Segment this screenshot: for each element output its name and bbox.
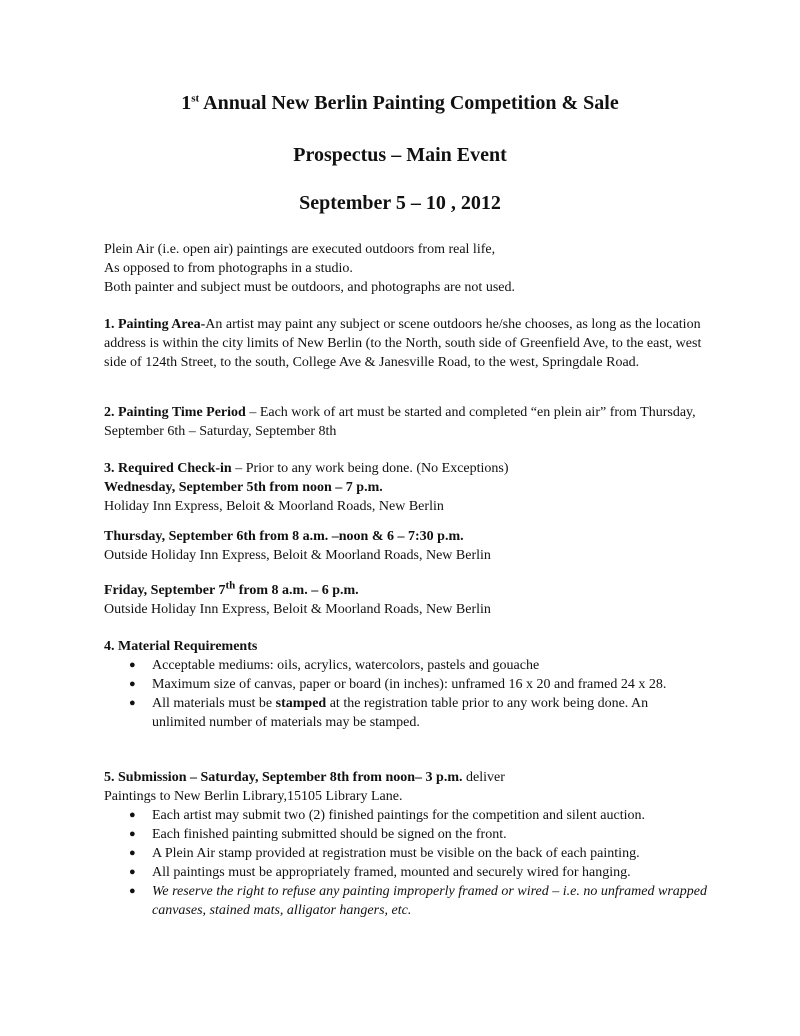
list-item: ● Maximum size of canvas, paper or board (in inches): unframed 16 x 20 and framed 24 x 28. (129, 677, 667, 692)
bullet-icon: ● (129, 828, 136, 840)
check-in-friday: Friday, September 7th from 8 a.m. – 6 p.m. Outside Holiday Inn Express, Beloit & Moorland Roads, New Berlin (104, 579, 491, 617)
bullet-icon: ● (129, 809, 136, 821)
list-item: ● Acceptable mediums: oils, acrylics, watercolors, pastels and gouache (129, 658, 540, 673)
section-time-period: 2. Painting Time Period – Each work of art must be started and completed “en plein air” from Thursday, September 6th – Saturday, September 8th (104, 405, 696, 439)
bullet-icon: ● (129, 678, 136, 690)
list-item: ● Each finished painting submitted should be signed on the front. (129, 827, 507, 842)
section-painting-area: 1. Painting Area-An artist may paint any subject or scene outdoors he/she chooses, as long as the location address is within the city limits of New Berlin (to the North, south side of Greenfield Ave, to the east, west side of 124th Street, to the south, College Ave & Janesville Road, to the west, Springdale Road. (104, 317, 702, 370)
bullet-icon: ● (129, 659, 136, 671)
event-dates: September 5 – 10 , 2012 (299, 192, 501, 214)
section-check-in: 3. Required Check-in – Prior to any work being done. (No Exceptions) Wednesday, September 5th from noon – 7 p.m. Holiday Inn Express, Beloit & Moorland Roads, New Berlin (104, 461, 509, 514)
section-material-requirements: 4. Material Requirements ● Acceptable mediums: oils, acrylics, watercolors, pastels and gouache ● Maximum size of canvas, paper or board (in inches): unframed 16 x 20 and framed 24 x 28. ● All materials must be stamped at the registration table prior to any work being done. An unlimited number of materials may be stamped. (104, 637, 724, 732)
list-item: ● All paintings must be appropriately framed, mounted and securely wired for hanging. (129, 865, 631, 880)
document-subtitle: Prospectus – Main Event (293, 144, 507, 166)
check-in-thursday: Thursday, September 6th from 8 a.m. –noon & 6 – 7:30 p.m. Outside Holiday Inn Express, Beloit & Moorland Roads, New Berlin (104, 529, 491, 563)
bullet-icon: ● (129, 885, 136, 897)
list-item: ● We reserve the right to refuse any painting improperly framed or wired – i.e. no unframed wrapped canvases, stained mats, alligator hangers, etc. (129, 884, 708, 918)
bullet-icon: ● (129, 697, 136, 709)
section-submission: 5. Submission – Saturday, September 8th from noon– 3 p.m. deliver Paintings to New Berlin Library,15105 Library Lane. ● Each artist may submit two (2) finished paintings for the competition and silent auction. ● Each finished painting submitted should be signed on the front. ● A Plein Air stamp provided at registration must be visible on the back of each painting. ● All paintings must be appropriately framed, mounted and securely wired for hanging. ● We reserve the right to refuse any painting improperly framed or wired – i.e. no unframed wrapped canvases, stained mats, alligator hangers, etc. (104, 768, 724, 920)
bullet-icon: ● (129, 866, 136, 878)
list-item: ● All materials must be stamped at the registration table prior to any work being done. An unlimited number of materials may be stamped. (129, 696, 649, 730)
bullet-icon: ● (129, 847, 136, 859)
intro-paragraph: Plein Air (i.e. open air) paintings are executed outdoors from real life, As opposed to from photographs in a studio. Both painter and subject must be outdoors, and photographs are not used. (104, 242, 515, 295)
document-title: 1st Annual New Berlin Painting Competition & Sale (181, 92, 619, 114)
list-item: ● A Plein Air stamp provided at registration must be visible on the back of each painting. (129, 846, 640, 861)
list-item: ● Each artist may submit two (2) finished paintings for the competition and silent auction. (129, 808, 646, 823)
